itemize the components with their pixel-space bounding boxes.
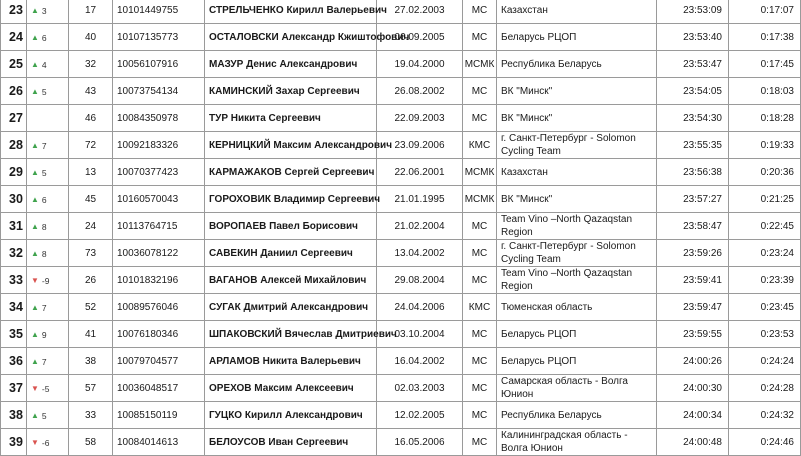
position-change xyxy=(31,249,47,259)
rider-name-cell: ГУЦКО Кирилл Александрович xyxy=(205,402,377,429)
position-change-value: 5 xyxy=(41,410,47,421)
birth-date-cell: 21.02.2004 xyxy=(377,213,463,240)
position-change xyxy=(31,33,47,43)
rider-name-cell: КЕРНИЦКИЙ Максим Александрович xyxy=(205,132,377,159)
time-gap-cell: 0:17:07 xyxy=(729,0,801,24)
uci-id-cell: 10089576046 xyxy=(113,294,205,321)
rider-name-cell: МАЗУР Денис Александрович xyxy=(205,51,377,78)
triangle-up-icon: ▲ xyxy=(31,356,39,366)
birth-date-cell: 16.05.2006 xyxy=(377,429,463,456)
category-cell: МС xyxy=(463,105,497,132)
rider-name-cell: ТУР Никита Сергеевич xyxy=(205,105,377,132)
place-cell: 31 xyxy=(1,213,27,240)
triangle-up-icon: ▲ xyxy=(31,221,39,231)
rider-name-cell: КАРМАЖАКОВ Сергей Сергеевич xyxy=(205,159,377,186)
table-row xyxy=(1,186,801,213)
category-cell: КМС xyxy=(463,132,497,159)
place-cell: 33 xyxy=(1,267,27,294)
position-change-cell xyxy=(27,429,69,456)
position-change xyxy=(31,168,47,178)
rider-name-cell: ВОРОПАЕВ Павел Борисович xyxy=(205,213,377,240)
birth-date-cell: 22.09.2003 xyxy=(377,105,463,132)
position-change-value: 8 xyxy=(41,248,47,259)
table-row xyxy=(1,294,801,321)
triangle-up-icon: ▲ xyxy=(31,59,39,69)
position-change-cell xyxy=(27,375,69,402)
position-change xyxy=(31,60,47,70)
position-change-cell xyxy=(27,51,69,78)
team-cell: г. Санкт-Петербург - Solomon Cycling Team xyxy=(497,240,657,267)
position-change-cell xyxy=(27,213,69,240)
position-change xyxy=(31,222,47,232)
place-cell: 26 xyxy=(1,78,27,105)
birth-date-cell: 19.04.2000 xyxy=(377,51,463,78)
position-change-value: 5 xyxy=(41,86,47,97)
uci-id-cell: 10101449755 xyxy=(113,0,205,24)
team-cell: г. Санкт-Петербург - Solomon Cycling Team xyxy=(497,132,657,159)
category-cell: МСМК xyxy=(463,51,497,78)
time-gap-cell: 0:20:36 xyxy=(729,159,801,186)
category-cell: МС xyxy=(463,240,497,267)
bib-cell: 26 xyxy=(69,267,113,294)
bib-cell: 32 xyxy=(69,51,113,78)
position-change xyxy=(31,384,49,394)
position-change-cell xyxy=(27,240,69,267)
results-table-body xyxy=(1,0,801,456)
category-cell: МС xyxy=(463,402,497,429)
place-cell: 34 xyxy=(1,294,27,321)
position-change xyxy=(31,303,47,313)
total-time-cell: 23:53:47 xyxy=(657,51,729,78)
place-cell: 37 xyxy=(1,375,27,402)
total-time-cell: 23:58:47 xyxy=(657,213,729,240)
birth-date-cell: 24.04.2006 xyxy=(377,294,463,321)
total-time-cell: 23:53:09 xyxy=(657,0,729,24)
team-cell: ВК "Минск" xyxy=(497,186,657,213)
team-cell: Беларусь РЦОП xyxy=(497,24,657,51)
total-time-cell: 23:54:30 xyxy=(657,105,729,132)
position-change-cell xyxy=(27,0,69,24)
birth-date-cell: 27.02.2003 xyxy=(377,0,463,24)
category-cell: МС xyxy=(463,375,497,402)
position-change-cell xyxy=(27,267,69,294)
team-cell: Team Vino –North Qazaqstan Region xyxy=(497,267,657,294)
bib-cell: 24 xyxy=(69,213,113,240)
rider-name-cell: БЕЛОУСОВ Иван Сергеевич xyxy=(205,429,377,456)
time-gap-cell: 0:24:28 xyxy=(729,375,801,402)
birth-date-cell: 13.04.2002 xyxy=(377,240,463,267)
place-cell: 27 xyxy=(1,105,27,132)
uci-id-cell: 10160570043 xyxy=(113,186,205,213)
position-change-value: 4 xyxy=(41,59,47,70)
team-cell: Казахстан xyxy=(497,159,657,186)
table-row xyxy=(1,213,801,240)
time-gap-cell: 0:24:32 xyxy=(729,402,801,429)
uci-id-cell: 10092183326 xyxy=(113,132,205,159)
total-time-cell: 23:54:05 xyxy=(657,78,729,105)
position-change-value: 7 xyxy=(41,140,47,151)
birth-date-cell: 29.08.2004 xyxy=(377,267,463,294)
team-cell: Беларусь РЦОП xyxy=(497,321,657,348)
position-change xyxy=(31,438,49,448)
total-time-cell: 23:57:27 xyxy=(657,186,729,213)
rider-name-cell: ГОРОХОВИК Владимир Сергеевич xyxy=(205,186,377,213)
position-change xyxy=(31,330,47,340)
rider-name-cell: ШПАКОВСКИЙ Вячеслав Дмитриевич xyxy=(205,321,377,348)
rider-name-cell: ВАГАНОВ Алексей Михайлович xyxy=(205,267,377,294)
bib-cell: 38 xyxy=(69,348,113,375)
category-cell: МС xyxy=(463,429,497,456)
total-time-cell: 23:59:41 xyxy=(657,267,729,294)
team-cell: ВК "Минск" xyxy=(497,78,657,105)
place-cell: 36 xyxy=(1,348,27,375)
total-time-cell: 23:59:26 xyxy=(657,240,729,267)
team-cell: Республика Беларусь xyxy=(497,402,657,429)
position-change-cell xyxy=(27,186,69,213)
total-time-cell: 23:59:47 xyxy=(657,294,729,321)
triangle-up-icon: ▲ xyxy=(31,5,39,15)
position-change-value: 9 xyxy=(41,329,47,340)
bib-cell: 13 xyxy=(69,159,113,186)
time-gap-cell: 0:23:24 xyxy=(729,240,801,267)
total-time-cell: 23:56:38 xyxy=(657,159,729,186)
team-cell: Самарская область - Волга Юнион xyxy=(497,375,657,402)
birth-date-cell: 26.08.2002 xyxy=(377,78,463,105)
triangle-down-icon: ▼ xyxy=(31,383,39,393)
rider-name-cell: СУГАК Дмитрий Александрович xyxy=(205,294,377,321)
position-change-cell xyxy=(27,348,69,375)
bib-cell: 43 xyxy=(69,78,113,105)
uci-id-cell: 10113764715 xyxy=(113,213,205,240)
triangle-up-icon: ▲ xyxy=(31,32,39,42)
position-change-value: -9 xyxy=(41,275,50,286)
position-change-value: 3 xyxy=(41,5,47,16)
bib-cell: 72 xyxy=(69,132,113,159)
rider-name-cell: САВЕКИН Даниил Сергеевич xyxy=(205,240,377,267)
bib-cell: 52 xyxy=(69,294,113,321)
bib-cell: 57 xyxy=(69,375,113,402)
position-change xyxy=(31,87,47,97)
table-row xyxy=(1,348,801,375)
category-cell: МС xyxy=(463,0,497,24)
position-change-cell xyxy=(27,78,69,105)
table-row xyxy=(1,240,801,267)
uci-id-cell: 10056107916 xyxy=(113,51,205,78)
position-change-cell xyxy=(27,159,69,186)
position-change-cell xyxy=(27,105,69,132)
rider-name-cell: ОРЕХОВ Максим Алексеевич xyxy=(205,375,377,402)
birth-date-cell: 21.01.1995 xyxy=(377,186,463,213)
position-change-cell xyxy=(27,132,69,159)
triangle-up-icon: ▲ xyxy=(31,302,39,312)
position-change-value: 7 xyxy=(41,356,47,367)
position-change-cell xyxy=(27,24,69,51)
time-gap-cell: 0:22:45 xyxy=(729,213,801,240)
time-gap-cell: 0:23:39 xyxy=(729,267,801,294)
time-gap-cell: 0:18:28 xyxy=(729,105,801,132)
triangle-up-icon: ▲ xyxy=(31,86,39,96)
time-gap-cell: 0:24:24 xyxy=(729,348,801,375)
total-time-cell: 23:53:40 xyxy=(657,24,729,51)
team-cell: Тюменская область xyxy=(497,294,657,321)
table-row xyxy=(1,159,801,186)
place-cell: 28 xyxy=(1,132,27,159)
bib-cell: 73 xyxy=(69,240,113,267)
uci-id-cell: 10036078122 xyxy=(113,240,205,267)
place-cell: 24 xyxy=(1,24,27,51)
position-change xyxy=(31,141,47,151)
position-change xyxy=(31,276,49,286)
time-gap-cell: 0:19:33 xyxy=(729,132,801,159)
rider-name-cell: КАМИНСКИЙ Захар Сергеевич xyxy=(205,78,377,105)
uci-id-cell: 10107135773 xyxy=(113,24,205,51)
team-cell: Team Vino –North Qazaqstan Region xyxy=(497,213,657,240)
category-cell: МС xyxy=(463,213,497,240)
table-row xyxy=(1,78,801,105)
category-cell: МСМК xyxy=(463,159,497,186)
birth-date-cell: 02.03.2003 xyxy=(377,375,463,402)
uci-id-cell: 10070377423 xyxy=(113,159,205,186)
time-gap-cell: 0:24:46 xyxy=(729,429,801,456)
birth-date-cell: 16.04.2002 xyxy=(377,348,463,375)
rider-name-cell: АРЛАМОВ Никита Валерьевич xyxy=(205,348,377,375)
time-gap-cell: 0:17:45 xyxy=(729,51,801,78)
rider-name-cell: СТРЕЛЬЧЕНКО Кирилл Валерьевич xyxy=(205,0,377,24)
bib-cell: 33 xyxy=(69,402,113,429)
table-row xyxy=(1,267,801,294)
team-cell: Калининградская область - Волга Юнион xyxy=(497,429,657,456)
team-cell: ВК "Минск" xyxy=(497,105,657,132)
uci-id-cell: 10101832196 xyxy=(113,267,205,294)
position-change-value: 7 xyxy=(41,302,47,313)
total-time-cell: 23:59:55 xyxy=(657,321,729,348)
position-change-value: 5 xyxy=(41,167,47,178)
category-cell: МС xyxy=(463,321,497,348)
birth-date-cell: 03.10.2004 xyxy=(377,321,463,348)
place-cell: 35 xyxy=(1,321,27,348)
table-row xyxy=(1,24,801,51)
time-gap-cell: 0:17:38 xyxy=(729,24,801,51)
position-change-cell xyxy=(27,321,69,348)
uci-id-cell: 10085150119 xyxy=(113,402,205,429)
uci-id-cell: 10079704577 xyxy=(113,348,205,375)
position-change-value: 6 xyxy=(41,194,47,205)
position-change xyxy=(31,6,47,16)
table-row xyxy=(1,375,801,402)
place-cell: 29 xyxy=(1,159,27,186)
time-gap-cell: 0:23:53 xyxy=(729,321,801,348)
position-change-value: -6 xyxy=(41,437,50,448)
bib-cell: 46 xyxy=(69,105,113,132)
triangle-up-icon: ▲ xyxy=(31,167,39,177)
uci-id-cell: 10036048517 xyxy=(113,375,205,402)
bib-cell: 17 xyxy=(69,0,113,24)
triangle-up-icon: ▲ xyxy=(31,248,39,258)
table-row xyxy=(1,429,801,456)
position-change xyxy=(31,195,47,205)
place-cell: 25 xyxy=(1,51,27,78)
rider-name-cell: ОСТАЛОВСКИ Александр Кжиштофович xyxy=(205,24,377,51)
table-row xyxy=(1,321,801,348)
triangle-up-icon: ▲ xyxy=(31,410,39,420)
total-time-cell: 24:00:48 xyxy=(657,429,729,456)
place-cell: 30 xyxy=(1,186,27,213)
category-cell: МС xyxy=(463,348,497,375)
total-time-cell: 23:55:35 xyxy=(657,132,729,159)
birth-date-cell: 22.06.2001 xyxy=(377,159,463,186)
triangle-up-icon: ▲ xyxy=(31,140,39,150)
table-row xyxy=(1,0,801,24)
position-change-value: -5 xyxy=(41,383,50,394)
table-row xyxy=(1,402,801,429)
bib-cell: 40 xyxy=(69,24,113,51)
time-gap-cell: 0:18:03 xyxy=(729,78,801,105)
position-change xyxy=(31,411,47,421)
place-cell: 23 xyxy=(1,0,27,24)
team-cell: Беларусь РЦОП xyxy=(497,348,657,375)
position-change xyxy=(31,357,47,367)
total-time-cell: 24:00:26 xyxy=(657,348,729,375)
triangle-down-icon: ▼ xyxy=(31,275,39,285)
uci-id-cell: 10076180346 xyxy=(113,321,205,348)
total-time-cell: 24:00:34 xyxy=(657,402,729,429)
uci-id-cell: 10084014613 xyxy=(113,429,205,456)
category-cell: МС xyxy=(463,24,497,51)
position-change-cell xyxy=(27,402,69,429)
team-cell: Казахстан xyxy=(497,0,657,24)
position-change-cell xyxy=(27,294,69,321)
place-cell: 38 xyxy=(1,402,27,429)
bib-cell: 41 xyxy=(69,321,113,348)
category-cell: МСМК xyxy=(463,186,497,213)
category-cell: МС xyxy=(463,78,497,105)
uci-id-cell: 10073754134 xyxy=(113,78,205,105)
birth-date-cell: 06.09.2005 xyxy=(377,24,463,51)
table-row xyxy=(1,132,801,159)
triangle-down-icon: ▼ xyxy=(31,437,39,447)
time-gap-cell: 0:21:25 xyxy=(729,186,801,213)
time-gap-cell: 0:23:45 xyxy=(729,294,801,321)
place-cell: 39 xyxy=(1,429,27,456)
birth-date-cell: 23.09.2006 xyxy=(377,132,463,159)
total-time-cell: 24:00:30 xyxy=(657,375,729,402)
triangle-up-icon: ▲ xyxy=(31,329,39,339)
birth-date-cell: 12.02.2005 xyxy=(377,402,463,429)
position-change-value: 8 xyxy=(41,221,47,232)
position-change-value: 6 xyxy=(41,32,47,43)
place-cell: 32 xyxy=(1,240,27,267)
bib-cell: 58 xyxy=(69,429,113,456)
table-row xyxy=(1,51,801,78)
team-cell: Республика Беларусь xyxy=(497,51,657,78)
triangle-up-icon: ▲ xyxy=(31,194,39,204)
category-cell: КМС xyxy=(463,294,497,321)
bib-cell: 45 xyxy=(69,186,113,213)
uci-id-cell: 10084350978 xyxy=(113,105,205,132)
category-cell: МС xyxy=(463,267,497,294)
table-row xyxy=(1,105,801,132)
